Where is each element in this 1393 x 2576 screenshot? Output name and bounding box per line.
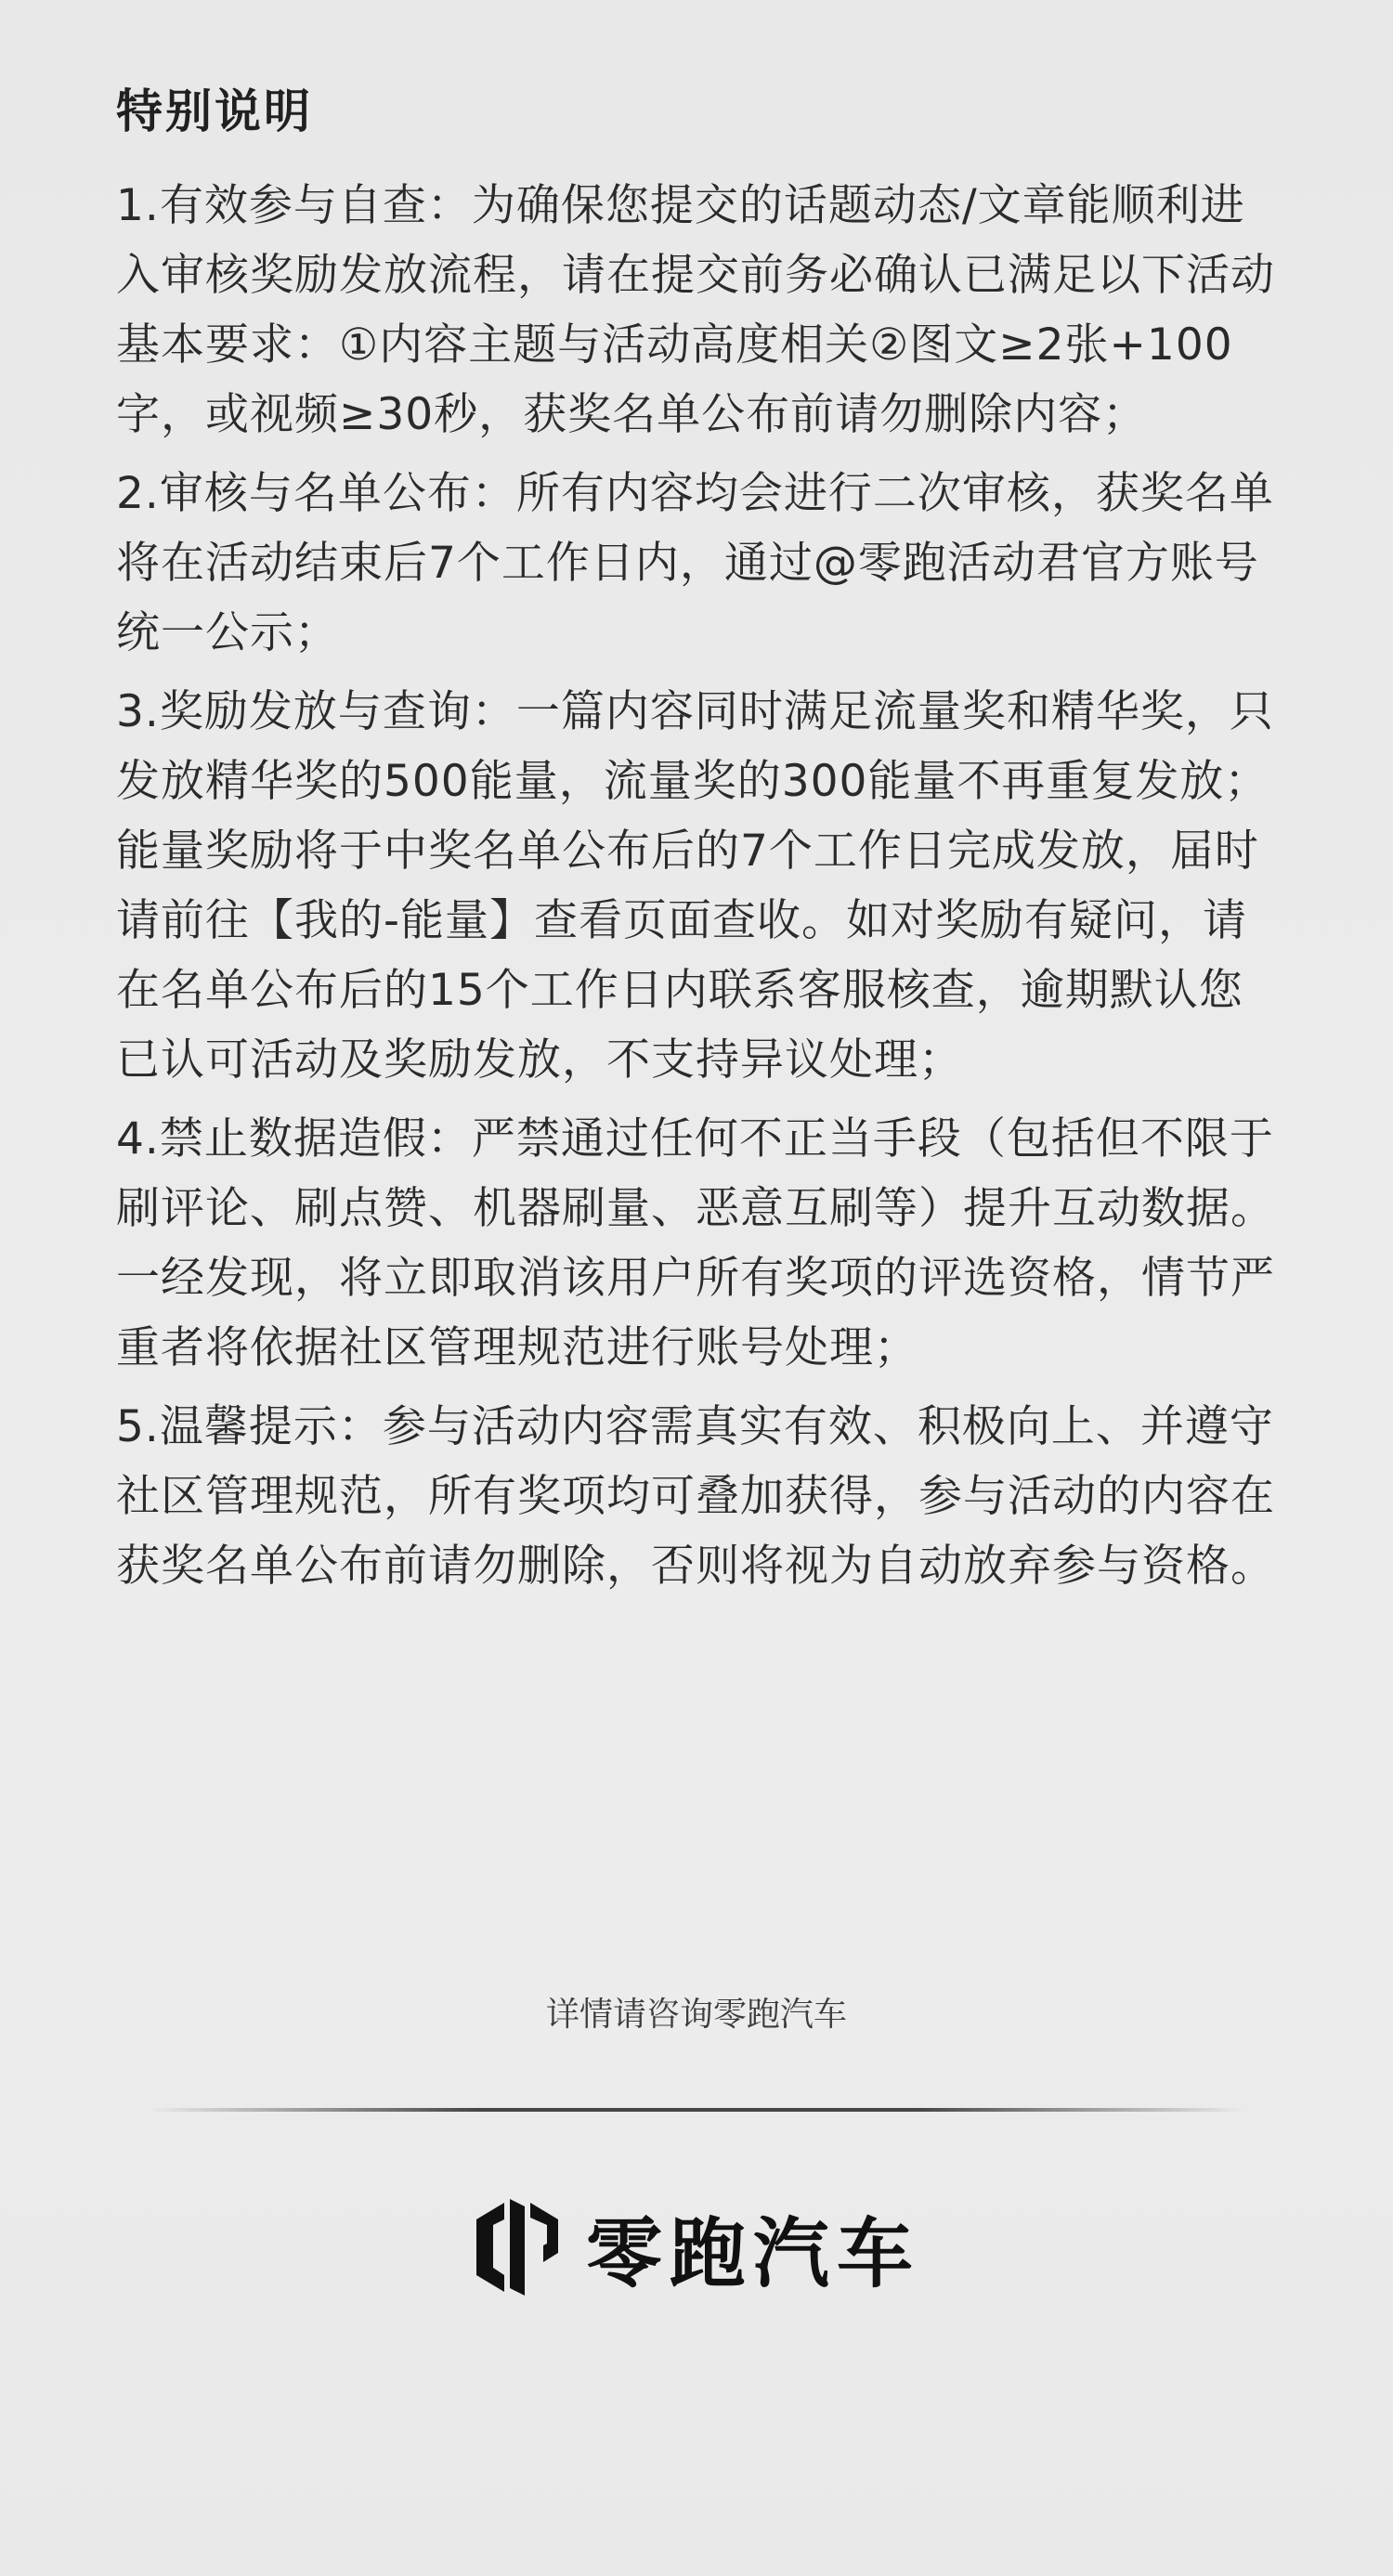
special-notes-section bbox=[116, 74, 1277, 1610]
note-item-4: 4.禁止数据造假：严禁通过任何不正当手段（包括但不限于刷评论、刷点赞、机器刷量、恶意互刷等）提升互动数据。一经发现，将立即取消该用户所有奖项的评选资格，情节严重者将依据社区管理规范进行账号处理； bbox=[116, 1113, 1275, 1373]
note-item-5: 5.温馨提示：参与活动内容需真实有效、积极向上、并遵守社区管理规范，所有奖项均可叠加获得，参与活动的内容在获奖名单公布前请勿删除，否则将视为自动放弃参与资格。 bbox=[116, 1401, 1275, 1592]
leapmotor-logo-icon bbox=[473, 2197, 562, 2297]
brand-name: 零跑汽车 bbox=[585, 2209, 920, 2298]
note-item-3: 3.奖励发放与查询：一篇内容同时满足流量奖和精华奖，只发放精华奖的500能量，流量奖的300能量不再重复发放；能量奖励将于中奖名单公布后的7个工作日完成发放，届时请前往【我的-能量】查看页面查收。如对奖励有疑问，请在名单公布后的15个工作日内联系客服核查，逾期默认您已认可活动及奖励发放，不支持异议处理； bbox=[116, 686, 1274, 1086]
brand-lockup bbox=[0, 2192, 1393, 2303]
note-item-2: 2.审核与名单公布：所有内容均会进行二次审核，获奖名单将在活动结束后7个工作日内，通过@零跑活动君官方账号统一公示； bbox=[116, 468, 1274, 658]
section-title: 特别说明 bbox=[116, 85, 313, 138]
contact-note: 详情请咨询零跑汽车 bbox=[545, 1996, 847, 2034]
divider bbox=[149, 2108, 1244, 2112]
note-item-1: 1.有效参与自查：为确保您提交的话题动态/文章能顺利进入审核奖励发放流程，请在提交前务必确认已满足以下活动基本要求：①内容主题与活动高度相关②图文≥2张+100字，或视频≥30秒，获奖名单公布前请勿删除内容； bbox=[116, 180, 1275, 440]
